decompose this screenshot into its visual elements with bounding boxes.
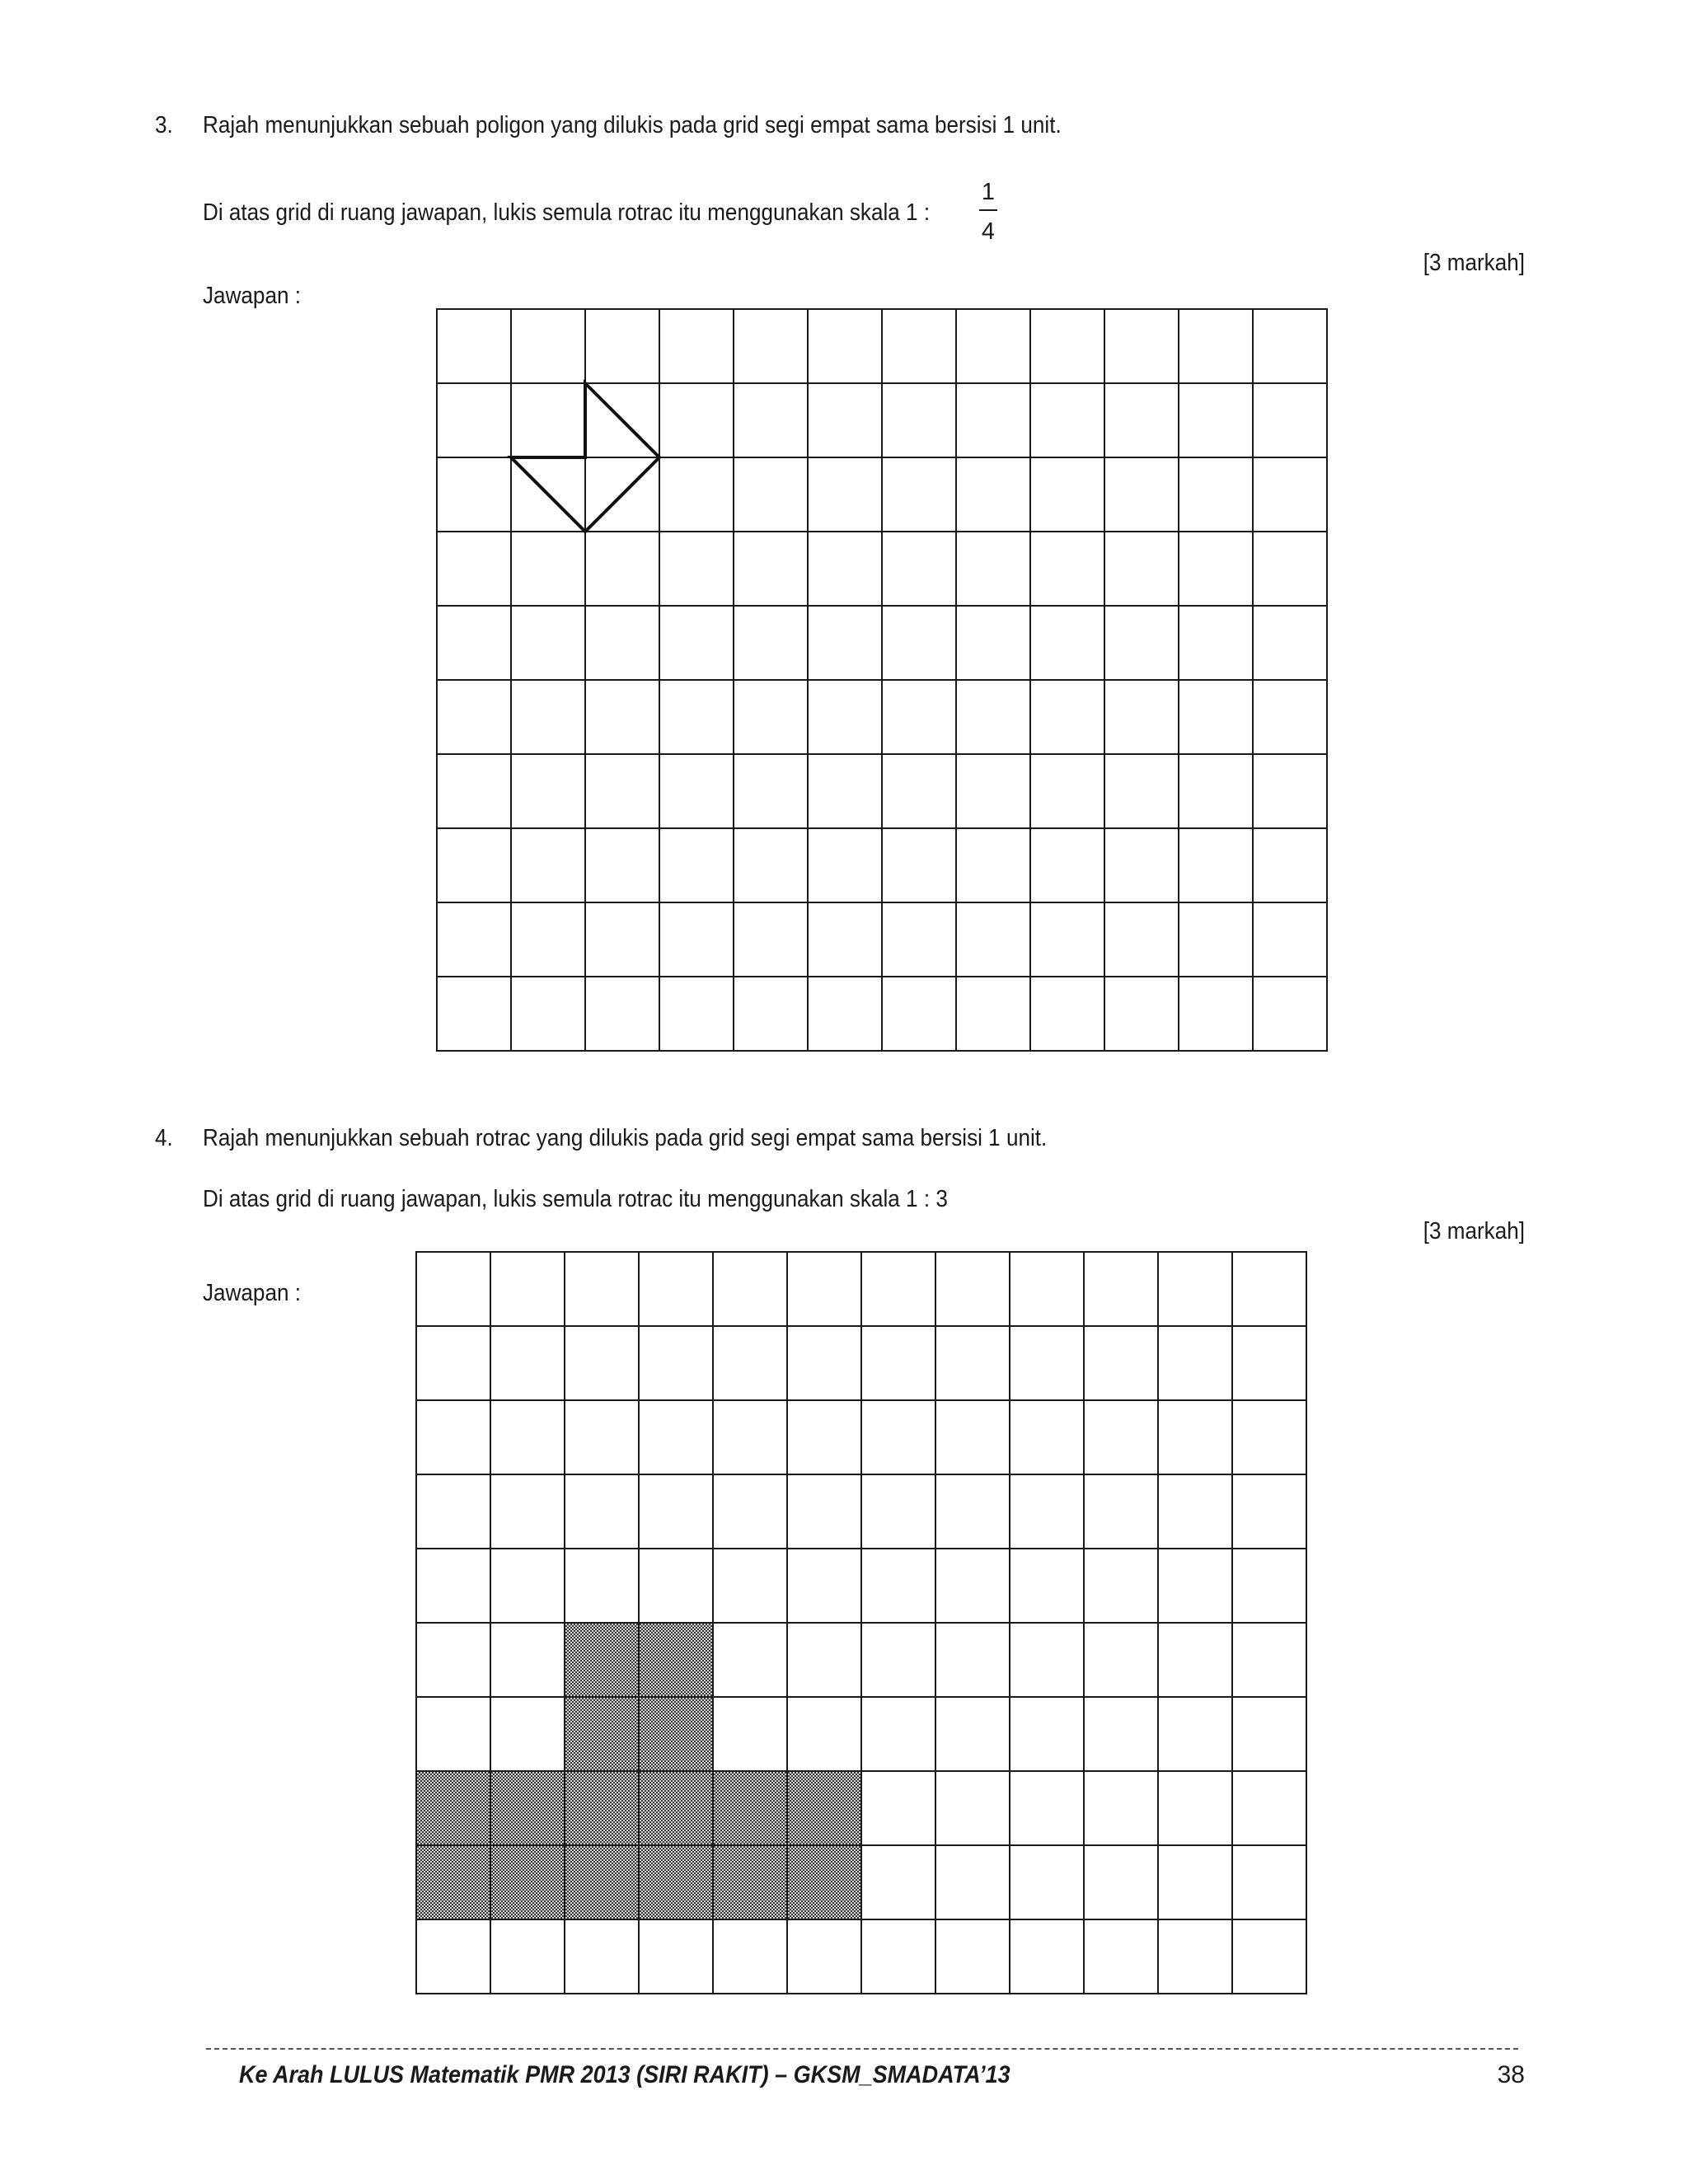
grid-cell[interactable] (882, 309, 956, 383)
grid-cell[interactable] (1010, 1623, 1084, 1697)
grid-cell[interactable] (1232, 1326, 1306, 1400)
grid-cell[interactable] (956, 828, 1030, 902)
grid-cell[interactable] (808, 309, 882, 383)
grid-cell[interactable] (437, 606, 511, 680)
grid-cell[interactable] (787, 1252, 861, 1326)
q3-answer-label: Jawapan : (203, 283, 301, 309)
grid-cell[interactable] (1010, 1549, 1084, 1623)
grid-cell[interactable] (511, 902, 585, 977)
grid-cell[interactable] (787, 1326, 861, 1400)
grid-cell[interactable] (490, 1623, 565, 1697)
grid-cell[interactable] (416, 1919, 490, 1994)
grid-cell[interactable] (1158, 1623, 1232, 1697)
grid-cell[interactable] (437, 680, 511, 754)
grid-cell[interactable] (956, 606, 1030, 680)
grid-cell[interactable] (565, 1474, 639, 1549)
q4-answer-label: Jawapan : (203, 1280, 301, 1306)
grid-cell[interactable] (713, 1252, 787, 1326)
grid-cell[interactable] (713, 1623, 787, 1697)
grid-cell[interactable] (734, 977, 808, 1051)
q3-fraction-bar (979, 209, 997, 211)
grid-cell[interactable] (935, 1771, 1010, 1845)
footer-divider (206, 2048, 1518, 2050)
grid-cell[interactable] (734, 902, 808, 977)
grid-cell[interactable] (734, 606, 808, 680)
q3-instruction: Di atas grid di ruang jawapan, lukis semula rotrac itu menggunakan skala 1 : (203, 199, 931, 226)
grid-cell[interactable] (437, 754, 511, 828)
grid-cell[interactable] (1179, 606, 1253, 680)
q3-statement: Rajah menunjukkan sebuah poligon yang dilukis pada grid segi empat sama bersisi 1 unit. (203, 112, 1062, 138)
q3-answer-grid[interactable] (436, 308, 1328, 1062)
grid-cell[interactable] (565, 1549, 639, 1623)
grid-cell[interactable] (1030, 977, 1104, 1051)
shaded-cell (787, 1771, 861, 1845)
grid-cell[interactable] (511, 754, 585, 828)
grid-cell[interactable] (659, 902, 734, 977)
grid-cell[interactable] (734, 754, 808, 828)
shaded-cell (565, 1771, 639, 1845)
grid-cell[interactable] (713, 1919, 787, 1994)
grid-cell[interactable] (1232, 1697, 1306, 1771)
grid-cell[interactable] (416, 1252, 490, 1326)
grid-cell[interactable] (1253, 680, 1327, 754)
grid-cell[interactable] (1179, 383, 1253, 457)
grid-cell[interactable] (935, 1400, 1010, 1474)
shaded-cell (713, 1771, 787, 1845)
grid-cell[interactable] (1232, 1252, 1306, 1326)
grid-cell[interactable] (713, 1474, 787, 1549)
grid-cell[interactable] (437, 828, 511, 902)
grid-cell[interactable] (1010, 1919, 1084, 1994)
grid-cell[interactable] (861, 1400, 935, 1474)
grid-cell[interactable] (1030, 457, 1104, 532)
grid-cell[interactable] (1232, 1549, 1306, 1623)
grid-cell[interactable] (1253, 383, 1327, 457)
grid-cell[interactable] (808, 383, 882, 457)
grid-cell[interactable] (787, 1474, 861, 1549)
grid-cell[interactable] (935, 1845, 1010, 1919)
grid-cell[interactable] (882, 383, 956, 457)
grid-cell[interactable] (1253, 828, 1327, 902)
grid-cell[interactable] (1030, 383, 1104, 457)
q4-answer-grid[interactable] (415, 1251, 1307, 2004)
grid-cell[interactable] (511, 680, 585, 754)
grid-cell[interactable] (935, 1549, 1010, 1623)
grid-cell[interactable] (1253, 977, 1327, 1051)
grid-cell[interactable] (808, 977, 882, 1051)
grid-cell[interactable] (1158, 1474, 1232, 1549)
grid-cell[interactable] (659, 680, 734, 754)
grid-cell[interactable] (1030, 309, 1104, 383)
grid-cell[interactable] (511, 828, 585, 902)
grid-cell[interactable] (713, 1549, 787, 1623)
grid-cell[interactable] (585, 754, 659, 828)
grid-cell[interactable] (1104, 606, 1179, 680)
grid-cell[interactable] (1253, 457, 1327, 532)
grid-cell[interactable] (585, 680, 659, 754)
grid-cell[interactable] (659, 383, 734, 457)
grid-cell[interactable] (956, 457, 1030, 532)
shaded-cell (416, 1845, 490, 1919)
grid-cell[interactable] (437, 532, 511, 606)
grid-cell[interactable] (956, 309, 1030, 383)
grid-cell[interactable] (713, 1697, 787, 1771)
grid-cell[interactable] (956, 383, 1030, 457)
grid-cell[interactable] (1179, 828, 1253, 902)
grid-cell[interactable] (1084, 1845, 1158, 1919)
grid-cell[interactable] (565, 1326, 639, 1400)
grid-cell[interactable] (1104, 532, 1179, 606)
grid-cell[interactable] (1179, 902, 1253, 977)
grid-cell[interactable] (734, 828, 808, 902)
q4-number: 4. (155, 1125, 173, 1151)
grid-cell[interactable] (416, 1474, 490, 1549)
grid-cell[interactable] (1104, 383, 1179, 457)
grid-cell[interactable] (1158, 1845, 1232, 1919)
grid-cell[interactable] (808, 457, 882, 532)
grid-cell[interactable] (565, 1252, 639, 1326)
grid-cell[interactable] (1010, 1697, 1084, 1771)
shaded-cell (639, 1771, 713, 1845)
grid-cell[interactable] (1084, 1623, 1158, 1697)
grid-cell[interactable] (416, 1400, 490, 1474)
grid-cell[interactable] (511, 383, 585, 457)
grid-cell[interactable] (1084, 1400, 1158, 1474)
grid-cell[interactable] (437, 383, 511, 457)
grid-cell[interactable] (1232, 1400, 1306, 1474)
grid-cell[interactable] (1084, 1474, 1158, 1549)
grid-cell[interactable] (659, 457, 734, 532)
grid-cell[interactable] (659, 828, 734, 902)
grid-cell[interactable] (935, 1623, 1010, 1697)
grid-cell[interactable] (1010, 1326, 1084, 1400)
grid-cell[interactable] (416, 1623, 490, 1697)
grid-cell[interactable] (585, 532, 659, 606)
grid-cell[interactable] (734, 680, 808, 754)
grid-cell[interactable] (585, 828, 659, 902)
grid-cell[interactable] (1253, 606, 1327, 680)
grid-cell[interactable] (490, 1326, 565, 1400)
grid-cell[interactable] (585, 309, 659, 383)
grid-cell[interactable] (511, 309, 585, 383)
grid-cell[interactable] (935, 1919, 1010, 1994)
grid-cell[interactable] (787, 1697, 861, 1771)
grid-cell[interactable] (585, 977, 659, 1051)
grid-cell[interactable] (861, 1919, 935, 1994)
grid-cell[interactable] (1253, 754, 1327, 828)
grid-cell[interactable] (639, 1549, 713, 1623)
grid-cell[interactable] (861, 1623, 935, 1697)
grid-cell[interactable] (713, 1326, 787, 1400)
grid-cell[interactable] (1010, 1400, 1084, 1474)
q3-scale-numerator: 1 (981, 179, 996, 205)
shaded-cell (565, 1697, 639, 1771)
grid-cell[interactable] (639, 1252, 713, 1326)
grid-cell[interactable] (1179, 977, 1253, 1051)
grid-cell[interactable] (1158, 1549, 1232, 1623)
shaded-cell (713, 1845, 787, 1919)
grid-cell[interactable] (1104, 977, 1179, 1051)
grid-cell[interactable] (734, 383, 808, 457)
grid-cell[interactable] (882, 457, 956, 532)
grid-cell[interactable] (861, 1326, 935, 1400)
grid-cell[interactable] (787, 1549, 861, 1623)
grid-cell[interactable] (808, 532, 882, 606)
shaded-cell (639, 1623, 713, 1697)
grid-cell[interactable] (1010, 1845, 1084, 1919)
grid-cell[interactable] (1030, 754, 1104, 828)
grid-cell[interactable] (490, 1474, 565, 1549)
grid-cell[interactable] (734, 457, 808, 532)
shaded-cell (787, 1845, 861, 1919)
grid-cell[interactable] (956, 680, 1030, 754)
grid-cell[interactable] (861, 1474, 935, 1549)
grid-cell[interactable] (935, 1326, 1010, 1400)
grid-cell[interactable] (1158, 1326, 1232, 1400)
grid-cell[interactable] (1084, 1697, 1158, 1771)
grid-cell[interactable] (882, 754, 956, 828)
grid-cell[interactable] (1158, 1400, 1232, 1474)
shaded-cell (565, 1845, 639, 1919)
grid-cell[interactable] (882, 606, 956, 680)
grid-cell[interactable] (808, 902, 882, 977)
grid-cell[interactable] (639, 1919, 713, 1994)
q3-number: 3. (155, 112, 173, 138)
grid-cell[interactable] (1030, 606, 1104, 680)
grid-cell[interactable] (1179, 457, 1253, 532)
grid-cell[interactable] (1104, 754, 1179, 828)
grid-cell[interactable] (787, 1400, 861, 1474)
grid-cell[interactable] (437, 457, 511, 532)
grid-cell[interactable] (639, 1474, 713, 1549)
grid-cell[interactable] (437, 309, 511, 383)
grid-cell[interactable] (1232, 1623, 1306, 1697)
grid-cell[interactable] (1232, 1919, 1306, 1994)
grid-cell[interactable] (1030, 828, 1104, 902)
grid-cell[interactable] (1232, 1845, 1306, 1919)
grid-cell[interactable] (1158, 1771, 1232, 1845)
grid-cell[interactable] (585, 902, 659, 977)
grid-cell[interactable] (861, 1252, 935, 1326)
footer-title: Ke Arah LULUS Matematik PMR 2013 (SIRI RAKIT) – GKSM_SMADATA’13 (239, 2061, 1010, 2088)
grid-cell[interactable] (787, 1623, 861, 1697)
grid-cell[interactable] (659, 309, 734, 383)
grid-cell[interactable] (882, 977, 956, 1051)
grid-cell[interactable] (511, 977, 585, 1051)
shaded-cell (490, 1845, 565, 1919)
grid-cell[interactable] (1104, 680, 1179, 754)
grid-cell[interactable] (882, 532, 956, 606)
grid-cell[interactable] (416, 1549, 490, 1623)
grid-cell[interactable] (935, 1474, 1010, 1549)
q4-marks: [3 markah] (1423, 1218, 1525, 1244)
grid-cell[interactable] (416, 1326, 490, 1400)
grid-cell[interactable] (861, 1697, 935, 1771)
grid-cell[interactable] (1084, 1919, 1158, 1994)
grid-cell[interactable] (1030, 532, 1104, 606)
grid-cell[interactable] (639, 1326, 713, 1400)
grid-cell[interactable] (659, 532, 734, 606)
grid-cell[interactable] (659, 754, 734, 828)
grid-cell[interactable] (511, 606, 585, 680)
q3-marks: [3 markah] (1423, 250, 1525, 276)
grid-cell[interactable] (1158, 1252, 1232, 1326)
grid-cell[interactable] (490, 1919, 565, 1994)
grid-cell[interactable] (490, 1252, 565, 1326)
grid-cell[interactable] (437, 902, 511, 977)
grid-cell[interactable] (659, 977, 734, 1051)
grid-cell[interactable] (1084, 1326, 1158, 1400)
page-number: 38 (1497, 2061, 1525, 2088)
grid-cell[interactable] (956, 532, 1030, 606)
grid-cell[interactable] (882, 902, 956, 977)
grid-cell[interactable] (585, 606, 659, 680)
grid-cell[interactable] (490, 1697, 565, 1771)
shaded-cell (490, 1771, 565, 1845)
grid-cell[interactable] (935, 1252, 1010, 1326)
grid-cell[interactable] (1253, 532, 1327, 606)
grid-cell[interactable] (1084, 1549, 1158, 1623)
shaded-cell (416, 1771, 490, 1845)
grid-cell[interactable] (1104, 309, 1179, 383)
grid-cell[interactable] (861, 1549, 935, 1623)
grid-cell[interactable] (1010, 1474, 1084, 1549)
grid-cell[interactable] (935, 1697, 1010, 1771)
q3-scale-denominator: 4 (981, 218, 996, 245)
grid-cell[interactable] (861, 1845, 935, 1919)
shaded-cell (639, 1845, 713, 1919)
grid-cell[interactable] (1104, 828, 1179, 902)
grid-cell[interactable] (490, 1549, 565, 1623)
grid-cell[interactable] (734, 532, 808, 606)
grid-cell[interactable] (861, 1771, 935, 1845)
q4-statement: Rajah menunjukkan sebuah rotrac yang dilukis pada grid segi empat sama bersisi 1 unit. (203, 1125, 1048, 1151)
grid-cell[interactable] (1179, 532, 1253, 606)
grid-cell[interactable] (1084, 1771, 1158, 1845)
grid-cell[interactable] (1010, 1252, 1084, 1326)
grid-cell[interactable] (1253, 309, 1327, 383)
grid-cell[interactable] (511, 532, 585, 606)
grid-cell[interactable] (808, 606, 882, 680)
shaded-cell (565, 1623, 639, 1697)
grid-cell[interactable] (956, 754, 1030, 828)
grid-cell[interactable] (808, 680, 882, 754)
grid-cell[interactable] (956, 902, 1030, 977)
grid-cell[interactable] (787, 1919, 861, 1994)
grid-cell[interactable] (1179, 754, 1253, 828)
grid-cell[interactable] (882, 680, 956, 754)
grid-cell[interactable] (713, 1400, 787, 1474)
grid-cell[interactable] (808, 828, 882, 902)
grid-cell[interactable] (1179, 309, 1253, 383)
grid-cell[interactable] (1104, 457, 1179, 532)
grid-cell[interactable] (565, 1400, 639, 1474)
grid-cell[interactable] (659, 606, 734, 680)
grid-cell[interactable] (1158, 1919, 1232, 1994)
grid-cell[interactable] (808, 754, 882, 828)
grid-cell[interactable] (1084, 1252, 1158, 1326)
grid-cell[interactable] (1030, 902, 1104, 977)
shaded-cell (639, 1697, 713, 1771)
grid-cell[interactable] (639, 1400, 713, 1474)
grid-cell[interactable] (416, 1697, 490, 1771)
grid-cell[interactable] (437, 977, 511, 1051)
grid-cell[interactable] (1158, 1697, 1232, 1771)
grid-cell[interactable] (1179, 680, 1253, 754)
grid-cell[interactable] (882, 828, 956, 902)
grid-cell[interactable] (1232, 1771, 1306, 1845)
q4-instruction: Di atas grid di ruang jawapan, lukis semula rotrac itu menggunakan skala 1 : 3 (203, 1186, 948, 1212)
grid-cell[interactable] (1010, 1771, 1084, 1845)
grid-cell[interactable] (490, 1400, 565, 1474)
grid-cell[interactable] (734, 309, 808, 383)
grid-cell[interactable] (1232, 1474, 1306, 1549)
grid-cell[interactable] (956, 977, 1030, 1051)
grid-cell[interactable] (565, 1919, 639, 1994)
grid-cell[interactable] (1030, 680, 1104, 754)
grid-cell[interactable] (1104, 902, 1179, 977)
grid-cell[interactable] (1253, 902, 1327, 977)
